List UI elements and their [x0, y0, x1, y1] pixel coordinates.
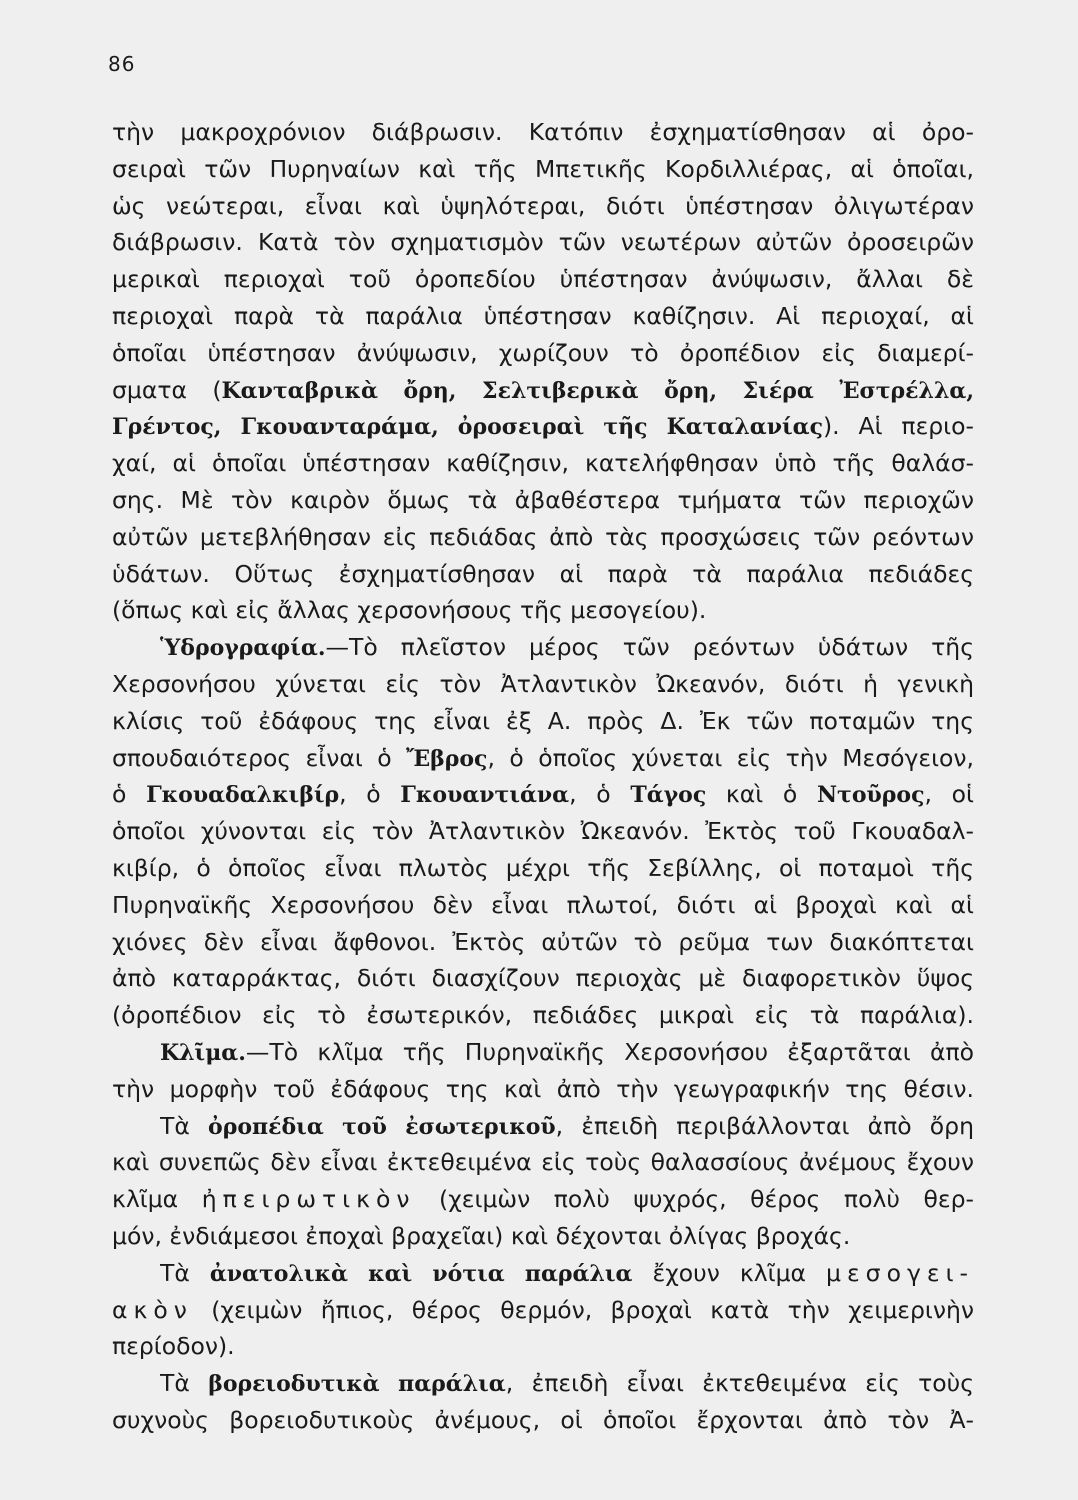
text-line	[112, 1290, 974, 1330]
bold-term: ἀνατολικὰ καὶ νότια παράλια	[209, 1260, 633, 1287]
text-line	[112, 1142, 974, 1182]
text-line	[160, 1106, 974, 1146]
text-run: σης. Μὲ τὸν καιρὸν ὅμως τὰ ἀβαθέστερα τμήματα τῶν περιοχῶν	[112, 486, 974, 514]
text-line	[112, 922, 974, 962]
text-run: , ὁ	[569, 780, 631, 809]
text-line	[112, 517, 974, 557]
text-line	[112, 958, 974, 998]
bold-term: βορειοδυτικὰ παράλια	[208, 1371, 506, 1398]
text-line	[112, 296, 974, 336]
text-run: περιοχαὶ παρὰ τὰ παράλια ὑπέστησαν καθίζησιν. Αἱ περιοχαί, αἱ	[112, 302, 974, 330]
text-line	[112, 664, 974, 704]
text-run: (ὀροπέδιον εἰς τὸ ἐσωτερικόν, πεδιάδες μικραὶ εἰς τὰ παράλια).	[112, 1001, 974, 1030]
page-number: 86	[108, 52, 136, 76]
bold-term: Γκουαδαλκιβίρ	[146, 782, 340, 809]
text-run: κλίσις τοῦ ἐδάφους της εἶναι ἐξ Α. πρὸς Δ. Ἐκ τῶν ποταμῶν της	[112, 706, 974, 735]
text-run: σειραὶ τῶν Πυρηναίων καὶ τῆς Μπετικῆς Κορδιλλιέρας, αἱ ὁποῖαι,	[112, 154, 974, 183]
text-run: καὶ ὁ	[706, 780, 817, 809]
text-line	[112, 370, 974, 410]
text-line	[112, 738, 974, 778]
text-run: ὁποῖαι ὑπέστησαν ἀνύψωσιν, χωρίζουν τὸ ὀροπέδιον εἰς διαμερί-	[112, 338, 974, 367]
text-line	[160, 1363, 974, 1403]
text-run: χιόνες δὲν εἶναι ἄφθονοι. Ἐκτὸς αὐτῶν τὸ ρεῦμα των διακόπτεται	[112, 927, 974, 956]
spaced-term: ἠπειρωτικὸν	[201, 1185, 416, 1214]
text-line	[112, 590, 974, 630]
text-line	[112, 811, 974, 851]
text-run: Τὰ	[160, 1111, 209, 1140]
text-line	[160, 1032, 974, 1072]
text-run: Τὰ	[160, 1258, 210, 1287]
text-run: συχνοὺς βορειοδυτικοὺς ἀνέμους, οἱ ὁποῖοι ἔρχονται ἀπὸ τὸν Ἀ-	[112, 1406, 974, 1434]
bold-term: Γρέντος, Γκουανταράμα, ὀροσειραὶ τῆς Καταλανίας	[112, 414, 823, 441]
text-line	[112, 995, 974, 1035]
text-run: σματα (	[112, 375, 222, 404]
text-line	[112, 149, 974, 189]
text-run: ὁ	[112, 780, 147, 809]
text-run: μόν, ἐνδιάμεσοι ἐποχαὶ βραχεῖαι) καὶ δέχονται ὀλίγας βροχάς.	[112, 1222, 851, 1250]
text-run: περίοδον).	[112, 1332, 235, 1361]
text-line	[112, 112, 974, 152]
text-run: αὐτῶν μετεβλήθησαν εἰς πεδιάδας ἀπὸ τὰς προσχώσεις τῶν ρεόντων	[112, 522, 974, 551]
text-run: διάβρωσιν. Κατὰ τὸν σχηματισμὸν τῶν νεωτέρων αὐτῶν ὀροσειρῶν	[112, 228, 974, 257]
text-line	[112, 406, 974, 446]
spaced-term: ακὸν	[112, 1295, 193, 1324]
text-line	[112, 885, 974, 925]
spaced-term: μεσογει-	[826, 1258, 974, 1287]
bold-term: Κλῖμα.	[160, 1040, 246, 1066]
bold-term: Ἔβρος	[406, 745, 488, 772]
text-run: ὑδάτων. Οὕτως ἐσχηματίσθησαν αἱ παρὰ τὰ παράλια πεδιάδες	[112, 559, 974, 588]
text-line	[112, 1400, 974, 1440]
text-run: (χειμὼν πολὺ ψυχρός, θέρος πολὺ θερ-	[415, 1185, 974, 1214]
text-run: Χερσονήσου χύνεται εἰς τὸν Ἀτλαντικὸν Ὠκεανόν, διότι ἡ γενικὴ	[112, 670, 974, 698]
text-run: χαί, αἱ ὁποῖαι ὑπέστησαν καθίζησιν, κατελήφθησαν ὑπὸ τῆς θαλάσ-	[112, 449, 974, 478]
text-run: ὁποῖοι χύνονται εἰς τὸν Ἀτλαντικὸν Ὠκεανόν. Ἐκτὸς τοῦ Γκουαδαλ-	[112, 817, 974, 846]
bold-term: Κανταβρικὰ ὄρη, Σελτιβερικὰ ὄρη, Σιέρα Ἐστρέλλα,	[221, 377, 974, 404]
bold-term: Ντοῦρος	[816, 782, 925, 809]
text-run: μερικαὶ περιοχαὶ τοῦ ὀροπεδίου ὑπέστησαν ἀνύψωσιν, ἄλλαι δὲ	[112, 265, 974, 294]
bold-term: ὀροπέδια τοῦ ἐσωτερικοῦ	[208, 1113, 556, 1140]
text-run: (ὅπως καὶ εἰς ἄλλας χερσονήσους τῆς μεσογείου).	[112, 596, 707, 625]
text-line	[160, 1253, 974, 1293]
text-run: , ὁ	[339, 780, 401, 809]
text-line	[112, 1069, 974, 1109]
bold-term: Ὑδρογραφία.	[160, 635, 326, 662]
text-line	[112, 848, 974, 888]
text-run: , ὁ ὁποῖος χύνεται εἰς τὴν Μεσόγειον,	[487, 743, 974, 772]
text-run: —Τὸ πλεῖστον μέρος τῶν ρεόντων ὑδάτων τῆς	[325, 633, 974, 662]
text-line	[112, 259, 974, 299]
text-run: κιβίρ, ὁ ὁποῖος εἶναι πλωτὸς μέχρι τῆς Σεβίλλης, οἱ ποταμοὶ τῆς	[112, 854, 974, 882]
text-line	[112, 1326, 974, 1366]
text-run: ἔχουν κλῖμα	[632, 1258, 827, 1287]
bold-term: Τάγος	[630, 782, 707, 809]
text-line	[112, 701, 974, 741]
text-line	[112, 333, 974, 373]
text-line	[112, 1216, 974, 1256]
text-run: —Τὸ κλῖμα τῆς Πυρηναϊκῆς Χερσονήσου ἐξαρτᾶται ἀπὸ	[245, 1038, 974, 1066]
text-run: , ἐπειδὴ περιβάλλονται ἀπὸ ὄρη	[555, 1111, 974, 1140]
text-run: (χειμὼν ἤπιος, θέρος θερμόν, βροχαὶ κατὰ τὴν χειμερινὴν	[192, 1295, 974, 1324]
text-line	[112, 186, 974, 226]
text-run: κλῖμα	[112, 1185, 202, 1214]
text-run: Τὰ	[160, 1369, 209, 1398]
text-line	[112, 222, 974, 262]
text-run: , ἐπειδὴ εἶναι ἐκτεθειμένα εἰς τοὺς	[505, 1369, 974, 1398]
text-run: σπουδαιότερος εἶναι ὁ	[112, 743, 407, 772]
text-run: ἀπὸ καταρράκτας, διότι διασχίζουν περιοχὰς μὲ διαφορετικὸν ὕψος	[112, 964, 974, 993]
text-line	[112, 774, 974, 814]
text-line	[160, 627, 974, 667]
bold-term: Γκουαντιάνα	[400, 782, 570, 809]
text-run: τὴν μακροχρόνιον διάβρωσιν. Κατόπιν ἐσχηματίσθησαν αἱ ὀρο-	[112, 118, 974, 146]
text-line	[112, 480, 974, 520]
text-line	[112, 443, 974, 483]
text-run: Πυρηναϊκῆς Χερσονήσου δὲν εἶναι πλωτοί, διότι αἱ βροχαὶ καὶ αἱ	[112, 890, 974, 919]
text-line	[112, 1179, 974, 1219]
text-run: , οἱ	[924, 780, 974, 809]
text-run: ὡς νεώτεραι, εἶναι καὶ ὑψηλότεραι, διότι ὑπέστησαν ὀλιγωτέραν	[112, 191, 974, 220]
text-line	[112, 554, 974, 594]
text-run: ). Αἱ περιο-	[822, 412, 974, 441]
text-run: καὶ συνεπῶς δὲν εἶναι ἐκτεθειμένα εἰς τοὺς θαλασσίους ἀνέμους ἔχουν	[112, 1148, 974, 1177]
text-run: τὴν μορφὴν τοῦ ἐδάφους της καὶ ἀπὸ τὴν γεωγραφικήν της θέσιν.	[112, 1074, 974, 1103]
